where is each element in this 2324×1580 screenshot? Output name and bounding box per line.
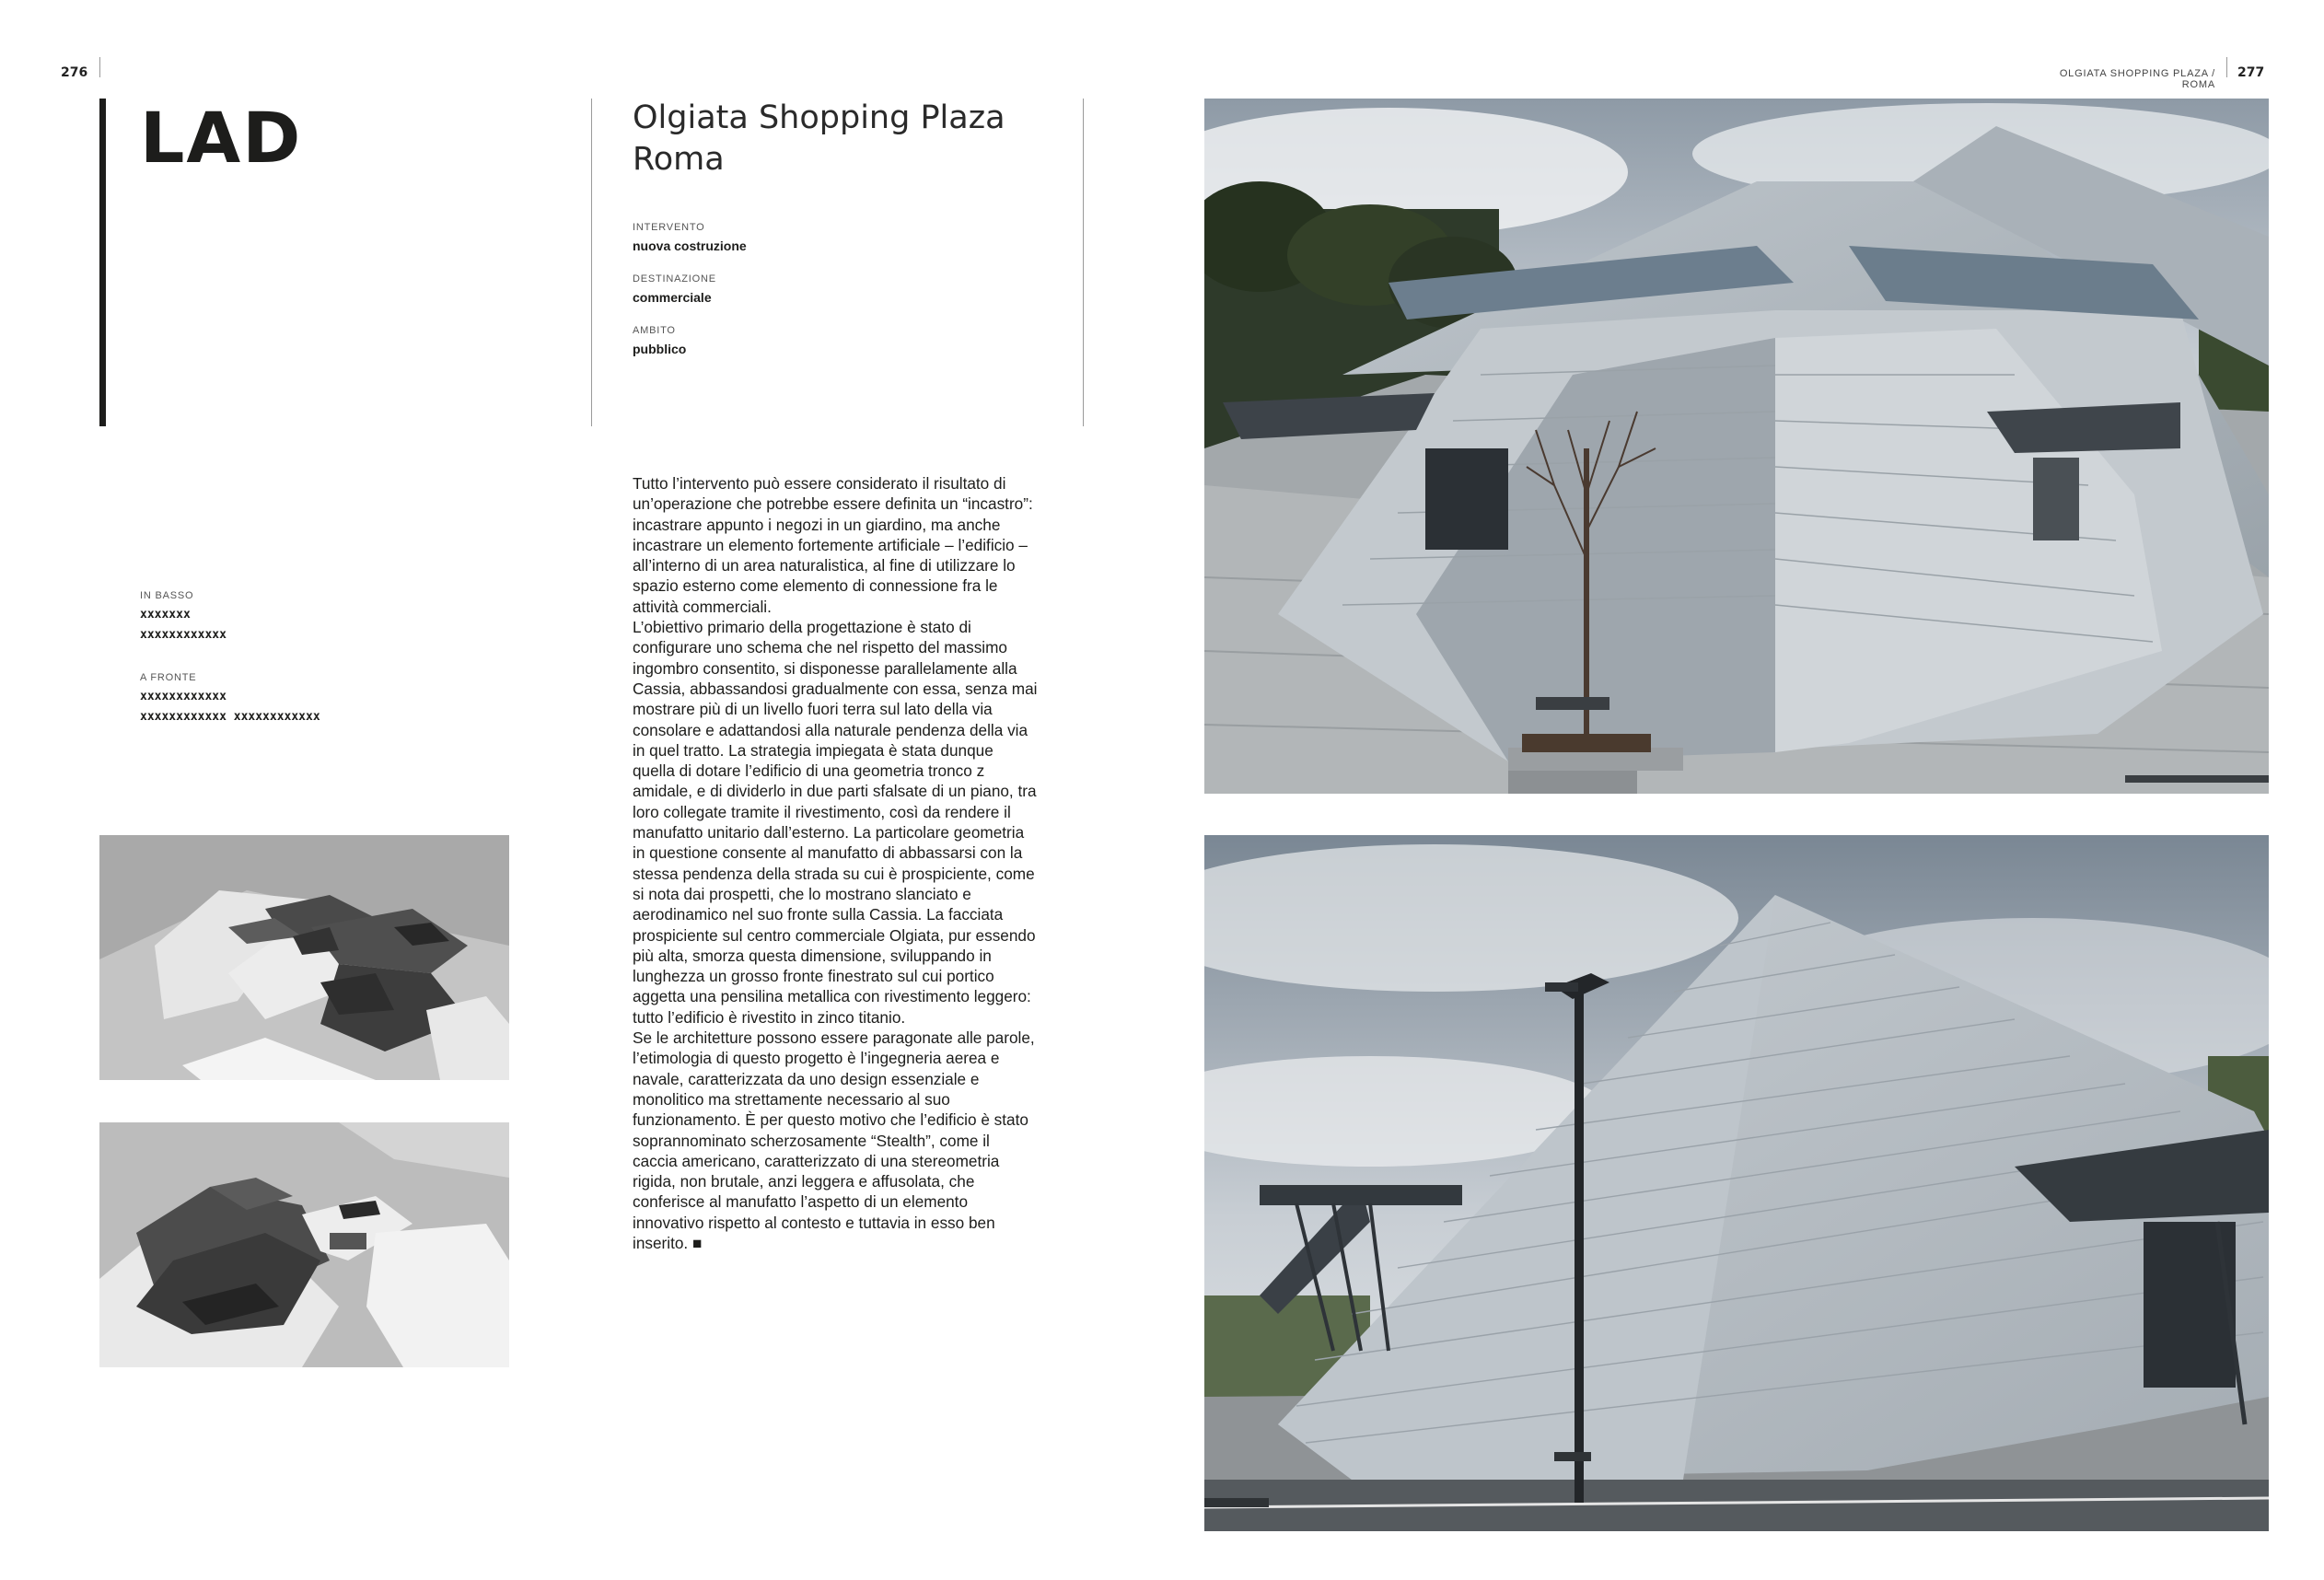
author-name: LAD (140, 97, 303, 179)
page-number-divider (99, 57, 100, 77)
body-paragraph: Se le architetture possono essere paragonate alle parole, l’etimologia di questo progetto è l’ingegneria aerea e navale, caratterizzata da uno design essenziale e monolitico ma strettamente necessario al suo funzionamento. È per questo motivo che l’edificio è stato soprannominato scherzosamente “Stealth”, come il caccia americano, caratterizzato di una stereometria rigida, non brutale, anzi leggera e affusolata, che conferisce al manufatto l’aspetto di un elemento innovativo rispetto al contesto e tuttavia in esso ben inserito. ■ (633, 1028, 1035, 1252)
project-title (633, 98, 1065, 180)
photo-building-side (1204, 835, 2269, 1531)
caption-a-fronte (140, 672, 508, 727)
project-title-line1: Olgiata Shopping Plaza (633, 99, 1005, 136)
meta-label: INTERVENTO (633, 222, 705, 233)
running-head-divider (2226, 57, 2227, 77)
caption-label: A FRONTE (140, 672, 197, 683)
render-aerial-view-2 (99, 1122, 509, 1367)
title-column-right-divider (1083, 99, 1084, 426)
caption-in-basso (140, 590, 508, 645)
project-meta (633, 222, 1047, 377)
author-rule (99, 99, 106, 426)
caption-line: xxxxxxx (140, 608, 191, 622)
meta-block-ambito (633, 325, 1047, 377)
meta-value: pubblico (633, 342, 687, 356)
right-page-number: 277 (2237, 65, 2265, 80)
render-aerial-view-1 (99, 835, 509, 1080)
meta-block-destinazione (633, 273, 1047, 325)
body-paragraph: Tutto l’intervento può essere considerato il risultato di un’operazione che potrebbe essere definita un “incastro”: incastrare appunto i negozi in un giardino, ma anche incastrare un elemento fortemente artificiale – l’edificio – all’interno di un area naturalistica, al fine di utilizzare lo spazio esterno come elemento di connessione fra le attività commerciali. (633, 474, 1033, 616)
body-text (633, 473, 1038, 1253)
caption-line: xxxxxxxxxxxx (140, 628, 227, 642)
running-head: OLGIATA SHOPPING PLAZA / ROMA (2059, 68, 2215, 90)
meta-value: commerciale (633, 290, 712, 305)
meta-label: AMBITO (633, 325, 676, 336)
caption-line: xxxxxxxxxxxx (140, 690, 227, 703)
caption-line: xxxxxxxxxxxx xxxxxxxxxxxx (140, 710, 320, 724)
caption-label: IN BASSO (140, 590, 194, 601)
left-page-number: 276 (61, 65, 88, 80)
body-paragraph: L’obiettivo primario della progettazione è stato di configurare uno schema che nel rispetto del massimo ingombro consentito, si disponesse parallelamente alla Cassia, abbassandosi gradualmente con essa, senza mai mostrare più di un livello fuori terra sul lato della via consolare e adattandosi alla naturale pendenza della via in quel tratto. La strategia impiegata è stata dunque quella di dotare l’edificio di una geometria tronco z amidale, e di dividerlo in due parti sfalsate di un piano, tra loro collegate tramite il rivestimento, così da rendere il manufatto unitario dall’esterno. La particolare geometria in questione consente al manufatto di abbassarsi con la stessa pendenza della strada su cui è prospiciente, come si nota dai prospetti, che lo mostrano slanciato e aerodinamico nel suo fronte sulla Cassia. La facciata prospiciente sul centro commerciale Olgiata, pur essendo più alta, smorza questa dimensione, sviluppando in lunghezza un grosso fronte finestrato sul cui portico aggetta una pensilina metallica con rivestimento leggero: tutto l’edificio è rivestito in zinco titanio. (633, 618, 1038, 1027)
meta-block-intervento (633, 222, 1047, 273)
project-title-line2: Roma (633, 141, 725, 178)
title-column-divider (591, 99, 592, 426)
photo-building-front (1204, 99, 2269, 794)
meta-label: DESTINAZIONE (633, 273, 716, 285)
meta-value: nuova costruzione (633, 238, 747, 253)
